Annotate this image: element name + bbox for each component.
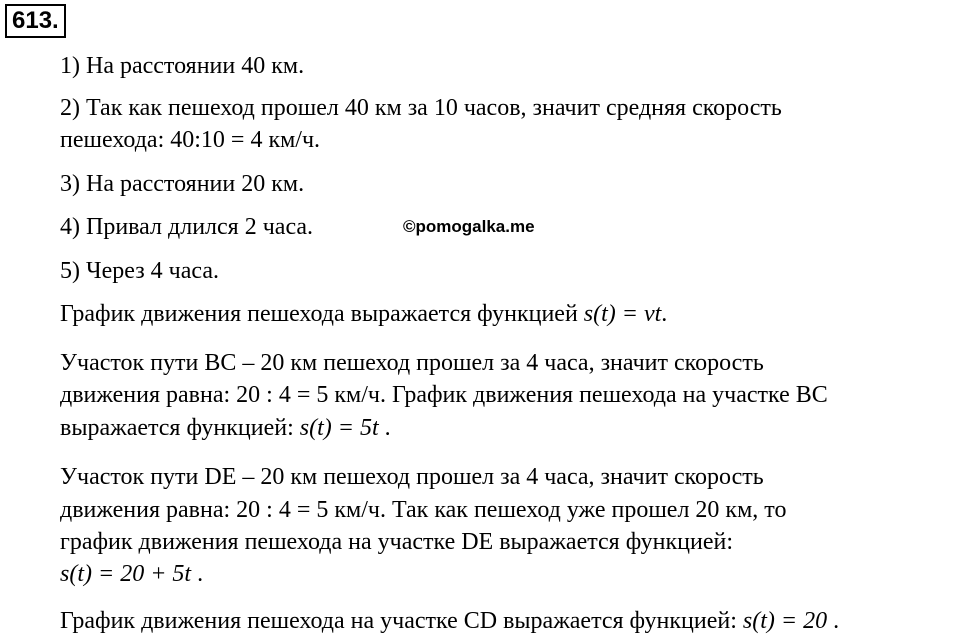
- paragraph-end: .: [827, 608, 840, 634]
- paragraph-cd: [60, 606, 839, 636]
- paragraph-de-formula-line: [60, 559, 203, 589]
- problem-number: 613.: [5, 4, 66, 38]
- answer-item-3: 3) На расстоянии 20 км.: [60, 171, 305, 197]
- paragraph-end: .: [378, 415, 391, 441]
- paragraph-end: .: [191, 561, 204, 587]
- paragraph-end: .: [661, 301, 668, 327]
- paragraph-bc-line-1: Участок пути BC – 20 км пешеход прошел за 4 часа, значит скорость: [60, 350, 764, 376]
- answer-item-2: 2) Так как пешеход прошел 40 км за 10 часов, значит средняя скорость: [60, 95, 782, 121]
- answer-item-4: 4) Привал длился 2 часа.: [60, 214, 314, 240]
- formula-s-vt: s(t) = vt: [583, 301, 662, 327]
- paragraph-general-function: [60, 299, 667, 329]
- paragraph-text: График движения пешехода на участке CD выражается функцией:: [60, 608, 743, 634]
- formula-s-20: s(t) = 20: [742, 608, 828, 634]
- formula-s-5t: s(t) = 5t: [299, 415, 379, 441]
- paragraph-de-line-3: график движения пешехода на участке DE выражается функцией:: [60, 529, 733, 555]
- answer-item-1: 1) На расстоянии 40 км.: [60, 53, 305, 79]
- paragraph-bc-line-2: движения равна: 20 : 4 = 5 км/ч. График движения пешехода на участке BC: [60, 382, 828, 408]
- answer-item-2-continuation: пешехода: 40:10 = 4 км/ч.: [60, 127, 321, 153]
- paragraph-de-line-2: движения равна: 20 : 4 = 5 км/ч. Так как пешеход уже прошел 20 км, то: [60, 497, 787, 523]
- paragraph-de-line-1: Участок пути DE – 20 км пешеход прошел за 4 часа, значит скорость: [60, 464, 764, 490]
- paragraph-text: График движения пешехода выражается функцией: [60, 301, 584, 327]
- paragraph-text: выражается функцией:: [60, 415, 300, 441]
- answer-item-5: 5) Через 4 часа.: [60, 258, 219, 284]
- formula-s-20-plus-5t: s(t) = 20 + 5t: [60, 561, 192, 587]
- watermark: ©pomogalka.me: [403, 217, 535, 236]
- paragraph-bc-line-3: [60, 413, 391, 443]
